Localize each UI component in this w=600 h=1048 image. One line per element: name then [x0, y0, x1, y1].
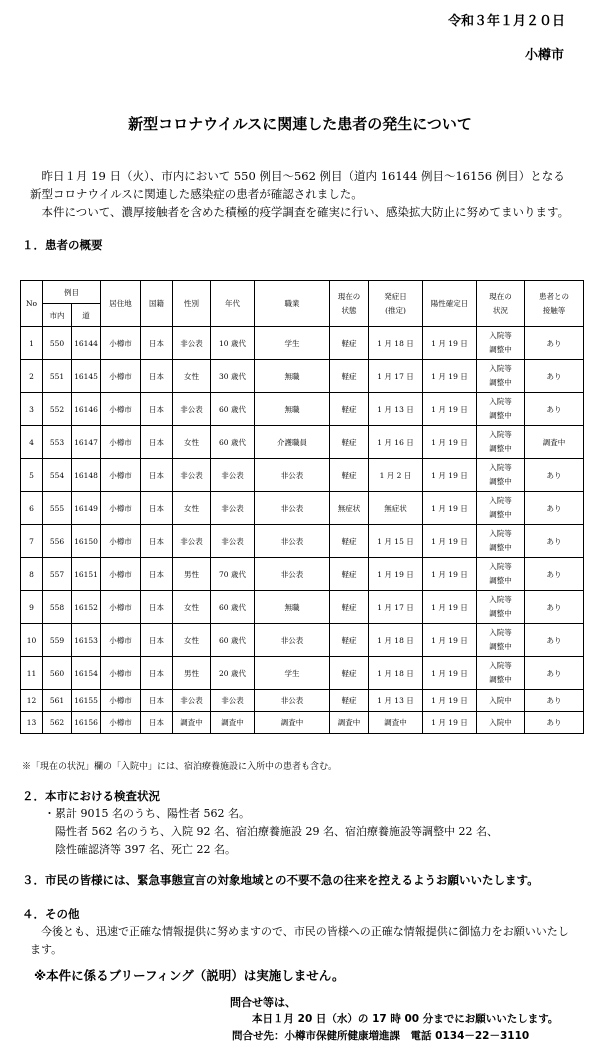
cell-status [477, 624, 525, 657]
cell-nat: 日本 [141, 657, 173, 690]
test-status-line-1: ・累計 9015 名のうち、陽性者 562 名。 [44, 807, 250, 820]
cell-contact: あり [525, 525, 584, 558]
cell-status-line2: 調整中 [489, 510, 512, 519]
cell-onset: 1 月 16 日 [369, 426, 423, 459]
cell-cond: 軽症 [330, 459, 369, 492]
cell-status [477, 591, 525, 624]
cell-cond: 調査中 [330, 712, 369, 734]
cell-no: 2 [21, 360, 43, 393]
cell-status [477, 393, 525, 426]
cell-occ: 無職 [255, 360, 330, 393]
cell-conf: 1 月 19 日 [423, 426, 477, 459]
cell-contact: あり [525, 327, 584, 360]
cell-status-line2: 調整中 [489, 642, 512, 651]
cell-contact: 調査中 [525, 426, 584, 459]
table-row [21, 327, 584, 360]
cell-conf: 1 月 19 日 [423, 492, 477, 525]
cell-age: 60 歳代 [211, 591, 255, 624]
cell-nat: 日本 [141, 360, 173, 393]
table-row [21, 492, 584, 525]
cell-sex: 女性 [173, 591, 211, 624]
header-condition-line1: 現在の [337, 291, 361, 301]
cell-res: 小樽市 [101, 393, 141, 426]
cell-cond: 軽症 [330, 591, 369, 624]
cell-no: 5 [21, 459, 43, 492]
cell-status-line1: 入院等 [489, 397, 512, 406]
cell-conf: 1 月 19 日 [423, 393, 477, 426]
cell-age: 60 歳代 [211, 393, 255, 426]
cell-res: 小樽市 [101, 558, 141, 591]
cell-city: 557 [43, 558, 72, 591]
cell-age: 60 歳代 [211, 624, 255, 657]
test-status-line-3: 陰性確認済等 397 名、死亡 22 名。 [44, 843, 236, 856]
cell-res: 小樽市 [101, 591, 141, 624]
cell-occ: 学生 [255, 657, 330, 690]
cell-occ: 学生 [255, 327, 330, 360]
cell-occ: 調査中 [255, 712, 330, 734]
cell-onset: 無症状 [369, 492, 423, 525]
document-title: 新型コロナウイルスに関連した患者の発生について [128, 115, 472, 133]
cell-res: 小樽市 [101, 360, 141, 393]
contact-deadline: 本日１月 20 日（水）の 17 時 00 分までにお願いいたします。 [252, 1013, 559, 1025]
cell-cond: 無症状 [330, 492, 369, 525]
section-4-paragraph: 今後とも、迅速で正確な情報提供に努めますので、市民の皆様への正確な情報提供に御協力をお願いいたします。 [30, 925, 569, 956]
header-age: 年代 [211, 281, 255, 327]
cell-res: 小樽市 [101, 459, 141, 492]
cell-occ: 無職 [255, 591, 330, 624]
cell-status-line2: 調整中 [489, 411, 512, 420]
cell-status-line2: 調整中 [489, 609, 512, 618]
cell-status [477, 492, 525, 525]
contact-info: 問合せ先：小樽市保健所健康増進課 電話 0134－22－3110 [232, 1030, 530, 1042]
cell-nat: 日本 [141, 426, 173, 459]
cell-status-line1: 入院等 [489, 628, 512, 637]
cell-pref: 16151 [72, 558, 101, 591]
cell-occ: 無職 [255, 393, 330, 426]
cell-onset: 1 月 18 日 [369, 624, 423, 657]
cell-onset: 1 月 2 日 [369, 459, 423, 492]
cell-cond: 軽症 [330, 360, 369, 393]
cell-contact: あり [525, 492, 584, 525]
cell-cond: 軽症 [330, 393, 369, 426]
cell-age: 60 歳代 [211, 426, 255, 459]
cell-nat: 日本 [141, 459, 173, 492]
cell-age: 非公表 [211, 459, 255, 492]
contact-intro: 問合せ等は、 [230, 996, 296, 1009]
cell-no: 7 [21, 525, 43, 558]
cell-sex: 調査中 [173, 712, 211, 734]
cell-conf: 1 月 19 日 [423, 690, 477, 712]
cell-age: 70 歳代 [211, 558, 255, 591]
cell-nat: 日本 [141, 492, 173, 525]
cell-status-line2: 調整中 [489, 675, 512, 684]
header-contact-line1: 患者との [539, 291, 569, 301]
cell-pref: 16144 [72, 327, 101, 360]
table-row [21, 657, 584, 690]
header-onset [369, 281, 423, 327]
table-row [21, 591, 584, 624]
cell-pref: 16149 [72, 492, 101, 525]
cell-occ: 非公表 [255, 690, 330, 712]
cell-onset: 1 月 13 日 [369, 393, 423, 426]
cell-age: 非公表 [211, 492, 255, 525]
header-sex: 性別 [173, 281, 211, 327]
briefing-notice: ※本件に係るブリーフィング（説明）は実施しません。 [34, 968, 345, 983]
cell-res: 小樽市 [101, 690, 141, 712]
cell-nat: 日本 [141, 393, 173, 426]
cell-contact: あり [525, 393, 584, 426]
cell-sex: 女性 [173, 360, 211, 393]
header-contact-line2: 接触等 [542, 305, 566, 315]
cell-sex: 女性 [173, 624, 211, 657]
cell-nat: 日本 [141, 624, 173, 657]
cell-occ: 非公表 [255, 525, 330, 558]
cell-city: 559 [43, 624, 72, 657]
cell-pref: 16153 [72, 624, 101, 657]
cell-status-line1: 入院中 [489, 717, 512, 727]
cell-conf: 1 月 19 日 [423, 459, 477, 492]
cell-occ: 非公表 [255, 558, 330, 591]
cell-status-line1: 入院等 [489, 661, 512, 670]
cell-city: 552 [43, 393, 72, 426]
cell-status-line2: 調整中 [489, 543, 512, 552]
header-case-pref: 道 [72, 304, 101, 327]
cell-age: 調査中 [211, 712, 255, 734]
cell-no: 6 [21, 492, 43, 525]
cell-conf: 1 月 19 日 [423, 525, 477, 558]
cell-onset: 1 月 13 日 [369, 690, 423, 712]
cell-occ: 非公表 [255, 492, 330, 525]
cell-city: 562 [43, 712, 72, 734]
cell-conf: 1 月 19 日 [423, 591, 477, 624]
cell-no: 12 [21, 690, 43, 712]
cell-nat: 日本 [141, 712, 173, 734]
issuing-organization: 小樽市 [524, 48, 564, 63]
cell-status [477, 426, 525, 459]
cell-city: 555 [43, 492, 72, 525]
header-condition-line2: 状態 [341, 305, 357, 315]
cell-sex: 非公表 [173, 393, 211, 426]
cell-city: 551 [43, 360, 72, 393]
cell-conf: 1 月 19 日 [423, 327, 477, 360]
table-note: ※「現在の状況」欄の「入院中」には、宿泊療養施設に入所中の患者も含む。 [22, 762, 338, 772]
cell-city: 556 [43, 525, 72, 558]
cell-res: 小樽市 [101, 624, 141, 657]
table-row [21, 393, 584, 426]
test-status-line-2: 陽性者 562 名のうち、入院 92 名、宿泊療養施設 29 名、宿泊療養施設等調整中 22 名、 [44, 825, 498, 838]
cell-contact: あり [525, 657, 584, 690]
cell-no: 3 [21, 393, 43, 426]
cell-sex: 男性 [173, 657, 211, 690]
header-no: No [21, 281, 43, 327]
cell-onset: 1 月 18 日 [369, 327, 423, 360]
cell-conf: 1 月 19 日 [423, 558, 477, 591]
header-condition [330, 281, 369, 327]
cell-status [477, 327, 525, 360]
section-3-heading: ３．市民の皆様には、緊急事態宣言の対象地域との不要不急の往来を控えるようお願いいたします。 [22, 873, 539, 887]
cell-res: 小樽市 [101, 712, 141, 734]
header-residence: 居住地 [101, 281, 141, 327]
cell-status-line2: 調整中 [489, 576, 512, 585]
cell-status-line1: 入院等 [489, 529, 512, 538]
cell-onset: 1 月 15 日 [369, 525, 423, 558]
cell-status [477, 525, 525, 558]
cell-res: 小樽市 [101, 525, 141, 558]
cell-status-line2: 調整中 [489, 378, 512, 387]
cell-cond: 軽症 [330, 558, 369, 591]
cell-city: 553 [43, 426, 72, 459]
cell-status [477, 690, 525, 712]
cell-pref: 16145 [72, 360, 101, 393]
header-occupation: 職業 [255, 281, 330, 327]
cell-nat: 日本 [141, 327, 173, 360]
cell-status [477, 558, 525, 591]
header-confirmed: 陽性確定日 [423, 281, 477, 327]
intro-text [30, 167, 575, 221]
cell-pref: 16146 [72, 393, 101, 426]
cell-contact: あり [525, 624, 584, 657]
cell-pref: 16155 [72, 690, 101, 712]
cell-conf: 1 月 19 日 [423, 360, 477, 393]
cell-contact: あり [525, 558, 584, 591]
cell-sex: 女性 [173, 426, 211, 459]
section-4-body [30, 923, 575, 959]
cell-status [477, 712, 525, 734]
table-row [21, 426, 584, 459]
intro-paragraph-2: 本件について、濃厚接触者を含めた積極的疫学調査を確実に行い、感染拡大防止に努めてまいります。 [30, 205, 570, 219]
cell-cond: 軽症 [330, 657, 369, 690]
cell-occ: 非公表 [255, 624, 330, 657]
cell-age: 20 歳代 [211, 657, 255, 690]
cell-status [477, 360, 525, 393]
cell-res: 小樽市 [101, 327, 141, 360]
table-header-row [21, 281, 584, 304]
cell-res: 小樽市 [101, 492, 141, 525]
table-row [21, 624, 584, 657]
cell-status [477, 459, 525, 492]
cell-sex: 女性 [173, 492, 211, 525]
cell-no: 11 [21, 657, 43, 690]
cell-contact: あり [525, 459, 584, 492]
cell-contact: あり [525, 712, 584, 734]
cell-sex: 非公表 [173, 525, 211, 558]
table-row [21, 360, 584, 393]
cell-cond: 軽症 [330, 624, 369, 657]
header-onset-line1: 発症日 [384, 291, 407, 301]
cell-status-line1: 入院等 [489, 595, 512, 604]
cell-cond: 軽症 [330, 426, 369, 459]
cell-onset: 調査中 [369, 712, 423, 734]
cell-status-line2: 調整中 [489, 477, 512, 486]
cell-pref: 16148 [72, 459, 101, 492]
cell-status-line1: 入院等 [489, 430, 512, 439]
cell-pref: 16152 [72, 591, 101, 624]
cell-age: 10 歳代 [211, 327, 255, 360]
section-2-heading: ２．本市における検査状況 [22, 789, 160, 803]
cell-city: 558 [43, 591, 72, 624]
cell-occ: 非公表 [255, 459, 330, 492]
cell-onset: 1 月 17 日 [369, 591, 423, 624]
cell-city: 550 [43, 327, 72, 360]
cell-conf: 1 月 19 日 [423, 712, 477, 734]
cell-no: 8 [21, 558, 43, 591]
cell-city: 560 [43, 657, 72, 690]
cell-contact: あり [525, 591, 584, 624]
cell-status-line2: 調整中 [489, 345, 512, 354]
patient-table [20, 280, 584, 734]
intro-paragraph-1: 昨日１月 19 日（火）、市内において 550 例目～562 例目（道内 16144 例目～16156 例目）となる新型コロナウイルスに関連した感染症の患者が確認されました。 [30, 169, 565, 201]
cell-conf: 1 月 19 日 [423, 624, 477, 657]
cell-cond: 軽症 [330, 690, 369, 712]
header-status-line2: 状況 [493, 305, 508, 315]
cell-status-line1: 入院等 [489, 463, 512, 472]
header-case-city: 市内 [43, 304, 72, 327]
cell-contact: あり [525, 690, 584, 712]
cell-age: 非公表 [211, 690, 255, 712]
header-status-line1: 現在の [489, 291, 512, 301]
cell-nat: 日本 [141, 558, 173, 591]
table-row [21, 712, 584, 734]
header-status [477, 281, 525, 327]
section-1-heading: １．患者の概要 [22, 238, 103, 252]
cell-status [477, 657, 525, 690]
table-row [21, 558, 584, 591]
header-contact [525, 281, 584, 327]
header-case: 例目 [43, 281, 101, 304]
test-status [44, 805, 498, 859]
cell-nat: 日本 [141, 591, 173, 624]
cell-nat: 日本 [141, 525, 173, 558]
cell-age: 非公表 [211, 525, 255, 558]
cell-sex: 男性 [173, 558, 211, 591]
cell-pref: 16147 [72, 426, 101, 459]
cell-status-line1: 入院中 [489, 695, 512, 705]
table-row [21, 525, 584, 558]
cell-age: 30 歳代 [211, 360, 255, 393]
cell-onset: 1 月 17 日 [369, 360, 423, 393]
cell-sex: 非公表 [173, 690, 211, 712]
cell-onset: 1 月 18 日 [369, 657, 423, 690]
cell-onset: 1 月 19 日 [369, 558, 423, 591]
cell-conf: 1 月 19 日 [423, 657, 477, 690]
cell-city: 554 [43, 459, 72, 492]
cell-city: 561 [43, 690, 72, 712]
cell-status-line1: 入院等 [489, 496, 512, 505]
cell-status-line1: 入院等 [489, 364, 512, 373]
cell-cond: 軽症 [330, 327, 369, 360]
table-row [21, 459, 584, 492]
cell-pref: 16154 [72, 657, 101, 690]
cell-pref: 16150 [72, 525, 101, 558]
cell-no: 10 [21, 624, 43, 657]
cell-contact: あり [525, 360, 584, 393]
cell-pref: 16156 [72, 712, 101, 734]
cell-sex: 非公表 [173, 459, 211, 492]
cell-status-line1: 入院等 [489, 562, 512, 571]
cell-occ: 介護職員 [255, 426, 330, 459]
cell-cond: 軽症 [330, 525, 369, 558]
cell-no: 9 [21, 591, 43, 624]
cell-res: 小樽市 [101, 657, 141, 690]
header-onset-line2: (推定) [385, 305, 406, 315]
cell-no: 1 [21, 327, 43, 360]
cell-status-line2: 調整中 [489, 444, 512, 453]
cell-nat: 日本 [141, 690, 173, 712]
cell-sex: 非公表 [173, 327, 211, 360]
cell-no: 13 [21, 712, 43, 734]
header-nationality: 国籍 [141, 281, 173, 327]
section-4-heading: ４．その他 [22, 907, 80, 921]
cell-res: 小樽市 [101, 426, 141, 459]
table-row [21, 690, 584, 712]
cell-no: 4 [21, 426, 43, 459]
document-date: 令和３年１月２０日 [447, 14, 565, 29]
cell-status-line1: 入院等 [489, 331, 512, 340]
